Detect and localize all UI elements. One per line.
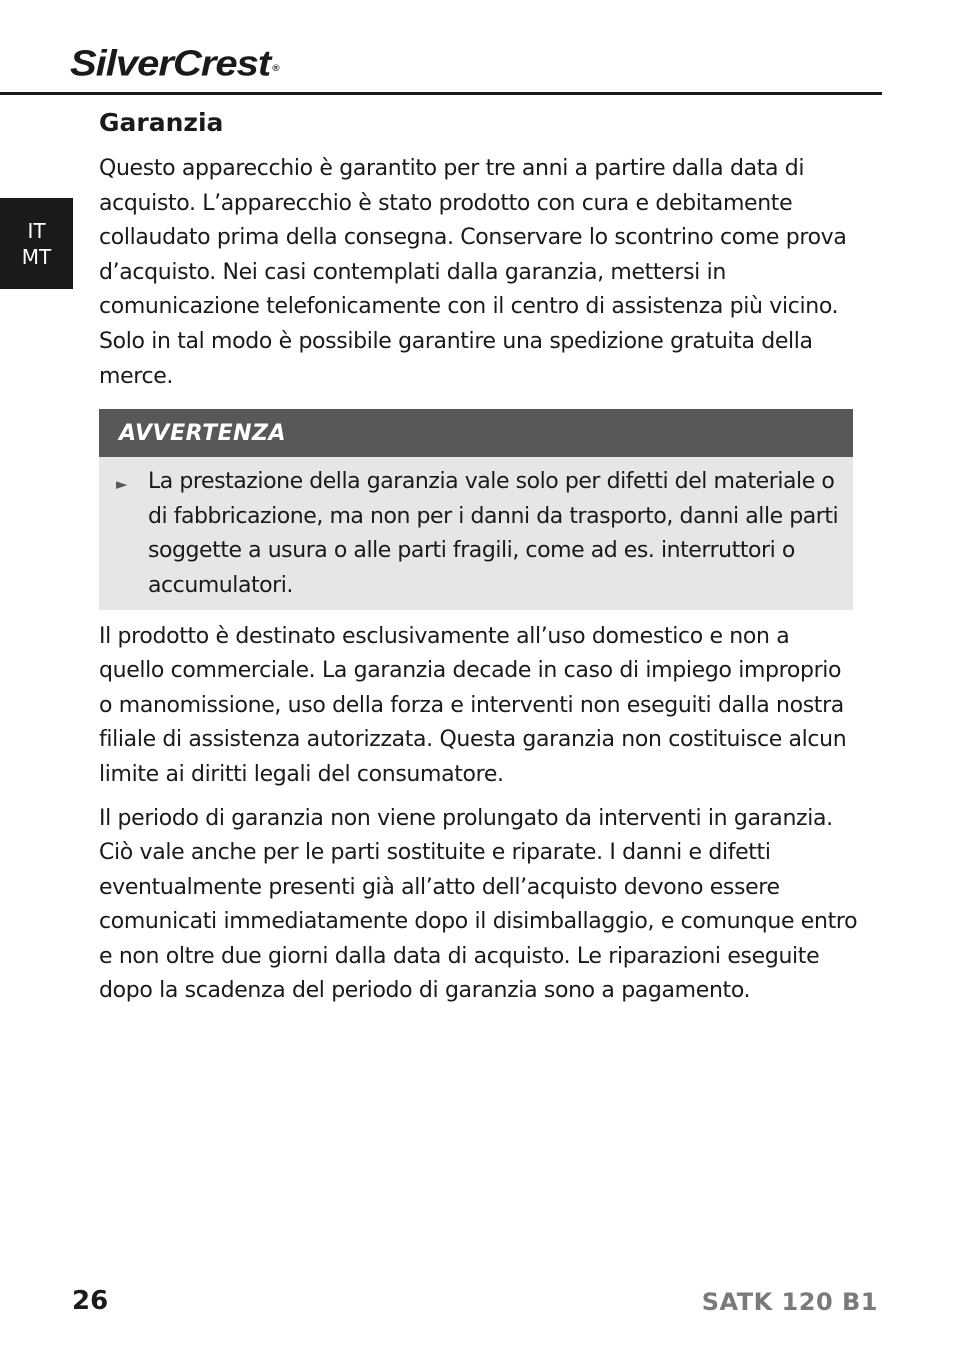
brand-logo bbox=[70, 42, 279, 85]
warning-heading: AVVERTENZA bbox=[99, 409, 853, 457]
warranty-section bbox=[99, 104, 859, 1009]
warning-body bbox=[99, 457, 853, 609]
warranty-paragraph-1: Questo apparecchio è garantito per tre anni a partire dalla data di acquisto. L’apparecchio è stato prodotto con cura e debitamente collaudato prima della consegna. Conservare lo scontrino come prova d’acquisto. Nei casi contemplati dalla garanzia, mettersi in comunicazione telefonicamente con il centro di assistenza più vicino. Solo in tal modo è possibile garantire una spedizione gratuita della merce. bbox=[99, 156, 847, 389]
language-code-mt: MT bbox=[21, 244, 52, 269]
warning-notice bbox=[99, 409, 853, 609]
brand-name: SilverCrest bbox=[70, 44, 271, 84]
registered-mark: ® bbox=[272, 64, 279, 74]
warranty-paragraph-3: Il periodo di garanzia non viene prolungato da interventi in garanzia. Ciò vale anche per le parti sostituite e riparate. I danni e difetti eventualmente presenti già all’atto dell’acquisto devono essere comunicati immediatamente dopo il disimballaggio, e comunque entro e non oltre due giorni dalla data di acquisto. Le riparazioni eseguite dopo la scadenza del periodo di garanzia sono a pagamento. bbox=[99, 805, 858, 1004]
triangle-right-icon: ► bbox=[116, 475, 128, 494]
model-number: SATK 120 B1 bbox=[701, 1288, 878, 1316]
header-divider bbox=[0, 92, 882, 95]
warranty-paragraph-2: Il prodotto è destinato esclusivamente all’uso domestico e non a quello commerciale. La garanzia decade in caso di impiego improprio o manomissione, uso della forza e interventi non eseguiti dalla nostra filiale di assistenza autorizzata. Questa garanzia non costituisce alcun limite ai diritti legali del consumatore. bbox=[99, 623, 847, 787]
warning-text: La prestazione della garanzia vale solo per difetti del materiale o di fabbricazione, ma non per i danni da trasporto, danni alle parti soggette a usura o alle parti fragili, come ad es. interruttori o accumulatori. bbox=[148, 469, 839, 598]
page-number: 26 bbox=[72, 1286, 109, 1316]
section-title: Garanzia bbox=[99, 108, 224, 137]
language-code-it: IT bbox=[27, 218, 46, 243]
language-tab bbox=[0, 198, 73, 289]
